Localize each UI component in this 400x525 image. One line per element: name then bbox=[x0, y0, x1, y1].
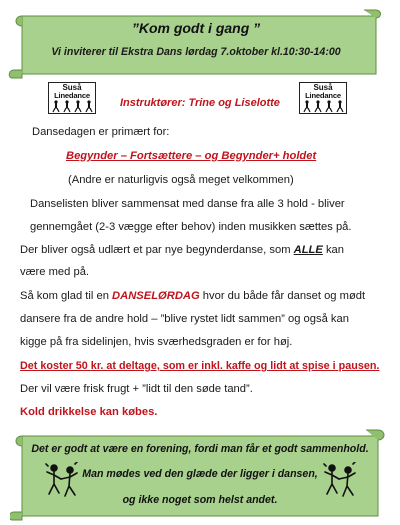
para2-line1-pre: Der bliver også udlært et par nye begynderdanse, som bbox=[20, 244, 294, 256]
dancers-icon bbox=[44, 462, 80, 502]
logo-line1: Suså bbox=[313, 83, 333, 92]
scroll-banner-icon bbox=[8, 6, 384, 80]
intro-line: Dansedagen er primært for: bbox=[32, 126, 170, 138]
others-line: (Andre er naturligvis også meget velkommen) bbox=[68, 174, 294, 186]
para3-line2: dansere fra de andre hold – ”blive rystet lidt sammen” og også kan bbox=[20, 313, 349, 325]
logo-line1: Suså bbox=[62, 83, 82, 92]
para3-line1-post: hvor du både får danset og mødt bbox=[199, 290, 366, 302]
footer-line2: Man mødes ved den glæde der ligger i dansen, bbox=[82, 468, 318, 480]
drinks-line: Kold drikkelse kan købes. bbox=[20, 406, 158, 418]
header-banner bbox=[8, 6, 384, 80]
fruit-line: Der vil være frisk frugt + ”lidt til den søde tand”. bbox=[20, 383, 253, 395]
dancers-icon bbox=[300, 100, 346, 113]
event-title: ”Kom godt i gang ” bbox=[131, 20, 261, 36]
instructors-line: Instruktører: Trine og Liselotte bbox=[120, 97, 280, 109]
para2-line1-emph: ALLE bbox=[293, 244, 323, 256]
event-subtitle: Vi inviterer til Ekstra Dans lørdag 7.oktober kl.10:30-14:00 bbox=[51, 46, 341, 58]
footer-line3: og ikke noget som helst andet. bbox=[122, 494, 278, 506]
para3-line1 bbox=[20, 290, 365, 302]
susa-linedance-logo-left bbox=[48, 82, 96, 114]
para3-line1-pre: Så kom glad til en bbox=[20, 290, 113, 302]
para1-line1: Danselisten bliver sammensat med danse fra alle 3 hold - bliver bbox=[30, 198, 345, 210]
logo-line2: Linedance bbox=[54, 91, 90, 100]
groups-line: Begynder – Fortsættere – og Begynder+ holdet bbox=[66, 150, 317, 162]
footer-line1: Det er godt at være en forening, fordi man får et godt sammenhold. bbox=[31, 443, 369, 455]
price-line: Det koster 50 kr. at deltage, som er inkl. kaffe og lidt at spise i pausen. bbox=[20, 360, 380, 372]
para2-line1 bbox=[20, 244, 344, 256]
logo-line2: Linedance bbox=[305, 91, 341, 100]
para1-line2: gennemgået (2-3 vægge efter behov) inden musikken sættes på. bbox=[30, 221, 352, 233]
susa-linedance-logo-right bbox=[299, 82, 347, 114]
dancers-icon bbox=[322, 462, 358, 502]
para2-line2: være med på. bbox=[20, 266, 90, 278]
dancers-icon bbox=[49, 100, 95, 113]
para3-line1-emph: DANSELØRDAG bbox=[112, 290, 200, 302]
para3-line3: kigge på fra sidelinjen, hvis sværhedsgraden er for høj. bbox=[20, 336, 293, 348]
para2-line1-post: kan bbox=[322, 244, 344, 256]
